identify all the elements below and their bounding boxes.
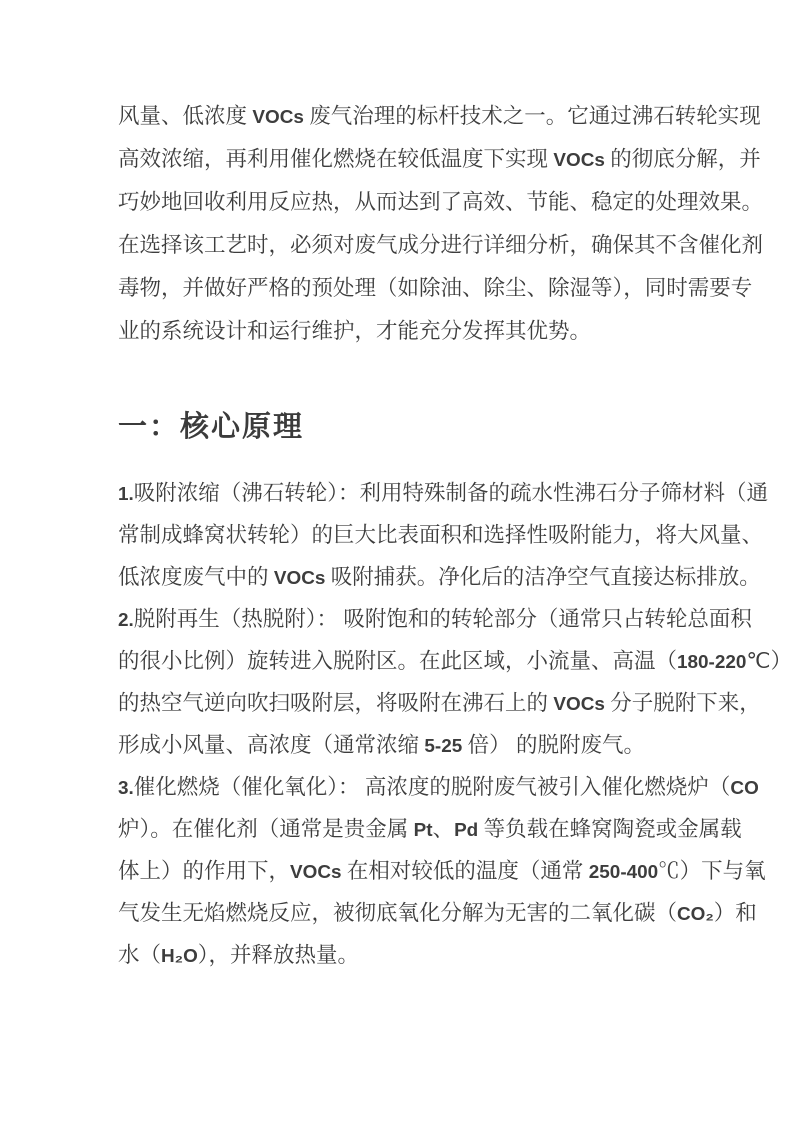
principle-line: 水（H₂O），并释放热量。 bbox=[118, 943, 360, 967]
principle-line: 3.催化燃烧（催化氧化）： 高浓度的脱附废气被引入催化燃烧炉（CO bbox=[118, 775, 759, 799]
latin-text: Pd bbox=[454, 820, 479, 841]
latin-text: CO bbox=[730, 778, 759, 799]
latin-text: 2. bbox=[118, 610, 134, 631]
latin-text: VOCs bbox=[273, 568, 326, 589]
principle-line: 的热空气逆向吹扫吸附层，将吸附在沸石上的 VOCs 分子脱附下来， bbox=[118, 691, 761, 715]
principle-line: 体上）的作用下，VOCs 在相对较低的温度（通常 250-400℃）下与氧 bbox=[118, 859, 766, 883]
principle-line: 形成小风量、高浓度（通常浓缩 5-25 倍） 的脱附废气。 bbox=[118, 733, 645, 757]
intro-paragraph bbox=[118, 95, 764, 353]
intro-line: 巧妙地回收利用反应热，从而达到了高效、节能、稳定的处理效果。 bbox=[118, 190, 764, 214]
principle-line: 炉）。在催化剂（通常是贵金属 Pt、Pd 等负载在蜂窝陶瓷或金属载 bbox=[118, 817, 742, 841]
principle-item-adsorption bbox=[118, 472, 769, 598]
latin-text: H₂O bbox=[161, 946, 198, 967]
intro-line: 在选择该工艺时，必须对废气成分进行详细分析，确保其不含催化剂 bbox=[118, 233, 764, 257]
latin-text: 180-220 bbox=[677, 652, 747, 673]
section-heading: 一：核心原理 bbox=[118, 411, 305, 443]
latin-text: 1. bbox=[118, 484, 134, 505]
principle-line: 1.吸附浓缩（沸石转轮）：利用特殊制备的疏水性沸石分子筛材料（通 bbox=[118, 481, 769, 505]
principle-line: 2.脱附再生（热脱附）： 吸附饱和的转轮部分（通常只占转轮总面积 bbox=[118, 607, 752, 631]
latin-text: 5-25 bbox=[424, 736, 463, 757]
principle-line: 气发生无焰燃烧反应，被彻底氧化分解为无害的二氧化碳（CO₂）和 bbox=[118, 901, 757, 925]
latin-text: VOCs bbox=[290, 862, 342, 883]
principle-line: 常制成蜂窝状转轮）的巨大比表面积和选择性吸附能力，将大风量、 bbox=[118, 523, 764, 547]
latin-text: 250-400 bbox=[588, 862, 659, 883]
principle-line: 的很小比例）旋转进入脱附区。在此区域，小流量、高温（180-220℃） bbox=[118, 649, 793, 673]
latin-text: Pt bbox=[413, 820, 433, 841]
intro-line: 风量、低浓度 VOCs 废气治理的标杆技术之一。它通过沸石转轮实现 bbox=[118, 104, 761, 128]
latin-text: CO₂ bbox=[677, 904, 714, 925]
intro-line: 毒物，并做好严格的预处理（如除油、除尘、除湿等），同时需要专 bbox=[118, 276, 753, 300]
latin-text: VOCs bbox=[553, 150, 605, 171]
latin-text: VOCs bbox=[252, 107, 304, 128]
principle-item-catalytic-combustion bbox=[118, 766, 766, 976]
principle-line: 低浓度废气中的 VOCs 吸附捕获。净化后的洁净空气直接达标排放。 bbox=[118, 565, 761, 589]
principles-list bbox=[118, 472, 793, 976]
latin-text: 3. bbox=[118, 778, 134, 799]
intro-line: 业的系统设计和运行维护，才能充分发挥其优势。 bbox=[118, 319, 592, 343]
intro-line: 高效浓缩，再利用催化燃烧在较低温度下实现 VOCs 的彻底分解，并 bbox=[118, 147, 761, 171]
latin-text: VOCs bbox=[553, 694, 605, 715]
principle-item-desorption bbox=[118, 598, 793, 766]
